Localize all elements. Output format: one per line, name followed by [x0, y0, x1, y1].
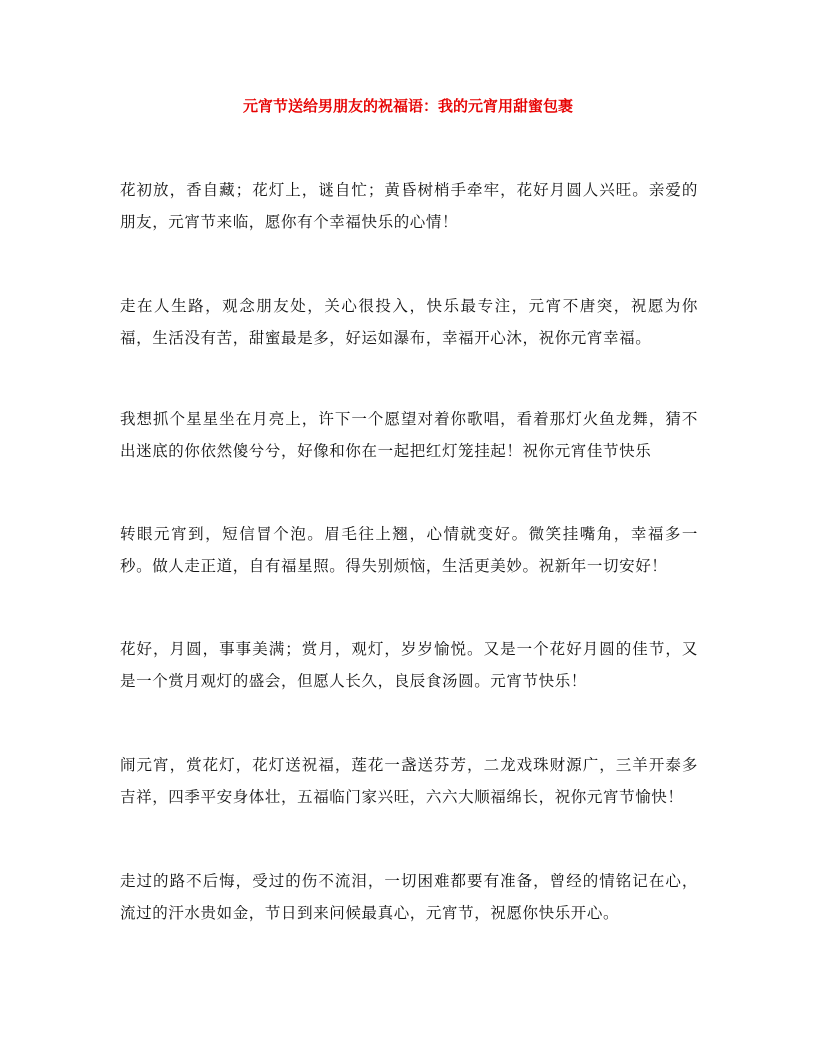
document-title: 元宵节送给男朋友的祝福语：我的元宵用甜蜜包裹	[242, 97, 573, 115]
paragraph-4: 转眼元宵到，短信冒个泡。眉毛往上翘，心情就变好。微笑挂嘴角，幸福多一秒。做人走正道，自有福星照。得失别烦恼，生活更美妙。祝新年一切安好！	[120, 525, 698, 575]
paragraph-7: 走过的路不后悔，受过的伤不流泪，一切困难都要有准备，曾经的情铭记在心，流过的汗水贵如金，节日到来问候最真心，元宵节，祝愿你快乐开心。	[120, 872, 698, 922]
paragraph-3: 我想抓个星星坐在月亮上，许下一个愿望对着你歌唱，看着那灯火鱼龙舞，猜不出迷底的你依然傻兮兮，好像和你在一起把红灯笼挂起！祝你元宵佳节快乐	[120, 410, 698, 460]
paragraph-5: 花好，月圆，事事美满；赏月，观灯，岁岁愉悦。又是一个花好月圆的佳节，又是一个赏月观灯的盛会，但愿人长久，良辰食汤圆。元宵节快乐！	[120, 640, 698, 690]
paragraph-2: 走在人生路，观念朋友处，关心很投入，快乐最专注，元宵不唐突，祝愿为你福，生活没有苦，甜蜜最是多，好运如瀑布，幸福开心沐，祝你元宵幸福。	[120, 297, 698, 347]
paragraph-6: 闹元宵，赏花灯，花灯送祝福，莲花一盏送芬芳，二龙戏珠财源广，三羊开泰多吉祥，四季平安身体壮，五福临门家兴旺，六六大顺福绵长，祝你元宵节愉快！	[120, 756, 698, 806]
paragraph-1: 花初放，香自藏；花灯上，谜自忙；黄昏树梢手牵牢，花好月圆人兴旺。亲爱的朋友，元宵节来临，愿你有个幸福快乐的心情！	[120, 181, 698, 231]
